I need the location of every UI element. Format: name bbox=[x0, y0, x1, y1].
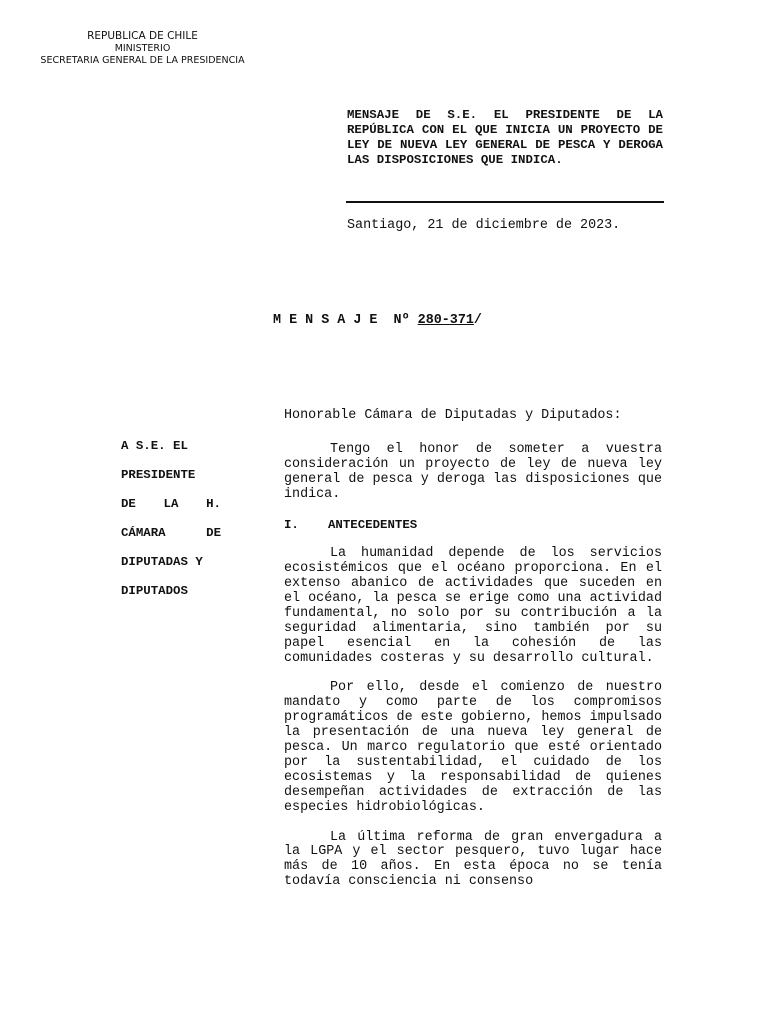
addressee-block bbox=[121, 438, 221, 612]
addressee-line: A S.E. EL bbox=[121, 439, 188, 453]
section-heading bbox=[284, 518, 662, 533]
section-title: ANTECEDENTES bbox=[328, 517, 418, 532]
addressee-line: DE LA H. bbox=[121, 497, 221, 511]
message-subject: MENSAJE DE S.E. EL PRESIDENTE DE LA REPÚBLICA CON EL QUE INICIA UN PROYECTO DE LEY DE NUEVA LEY GENERAL DE PESCA Y DEROGA LAS DISPOSICIONES QUE INDICA. bbox=[347, 108, 663, 167]
message-number-suffix: / bbox=[473, 313, 482, 328]
document-date: Santiago, 21 de diciembre de 2023. bbox=[347, 218, 621, 233]
letterhead-ministry: MINISTERIO bbox=[114, 43, 171, 54]
salutation: Honorable Cámara de Diputadas y Diputados: bbox=[284, 408, 622, 423]
subject-divider bbox=[346, 201, 664, 203]
message-number bbox=[273, 313, 482, 329]
addressee-line: DIPUTADAS Y bbox=[121, 555, 203, 569]
letterhead-country: REPUBLICA DE CHILE bbox=[87, 30, 198, 42]
message-number-label: M E N S A J E Nº bbox=[273, 313, 418, 328]
body-paragraph: La última reforma de gran envergadura a la LGPA y el sector pesquero, tuvo lugar hace más de 10 años. En esta época no se tenía todavía consciencia ni consenso bbox=[284, 829, 662, 890]
message-number-value: 280-371 bbox=[417, 313, 474, 328]
message-body bbox=[284, 443, 662, 890]
body-paragraph: La humanidad depende de los servicios ecosistémicos que el océano proporciona. En el extenso abanico de actividades que suceden en el océano, la pesca se erige como una actividad fundamental, no solo por su contribución a la seguridad alimentaria, sino también por su papel esencial en la cohesión de las comunidades costeras y su desarrollo cultural. bbox=[284, 546, 662, 666]
section-number: I. bbox=[284, 517, 299, 532]
letterhead bbox=[40, 30, 245, 67]
addressee-line: PRESIDENTE bbox=[121, 468, 196, 482]
letterhead-secretariat: SECRETARIA GENERAL DE LA PRESIDENCIA bbox=[40, 55, 245, 66]
addressee-line: CÁMARA DE bbox=[121, 526, 221, 540]
addressee-line: DIPUTADOS bbox=[121, 584, 188, 598]
intro-paragraph: Tengo el honor de someter a vuestra consideración un proyecto de ley de nueva ley general de pesca y deroga las disposiciones que indica. bbox=[284, 442, 662, 502]
body-paragraph: Por ello, desde el comienzo de nuestro mandato y como parte de los compromisos programáticos de este gobierno, hemos impulsado la presentación de una nueva ley general de pesca. Un marco regulatorio que esté orientado por la sustentabilidad, el cuidado de los ecosistemas y la responsabilidad de quienes desempeñan actividades de extracción de las especies hidrobiológicas. bbox=[284, 680, 662, 815]
